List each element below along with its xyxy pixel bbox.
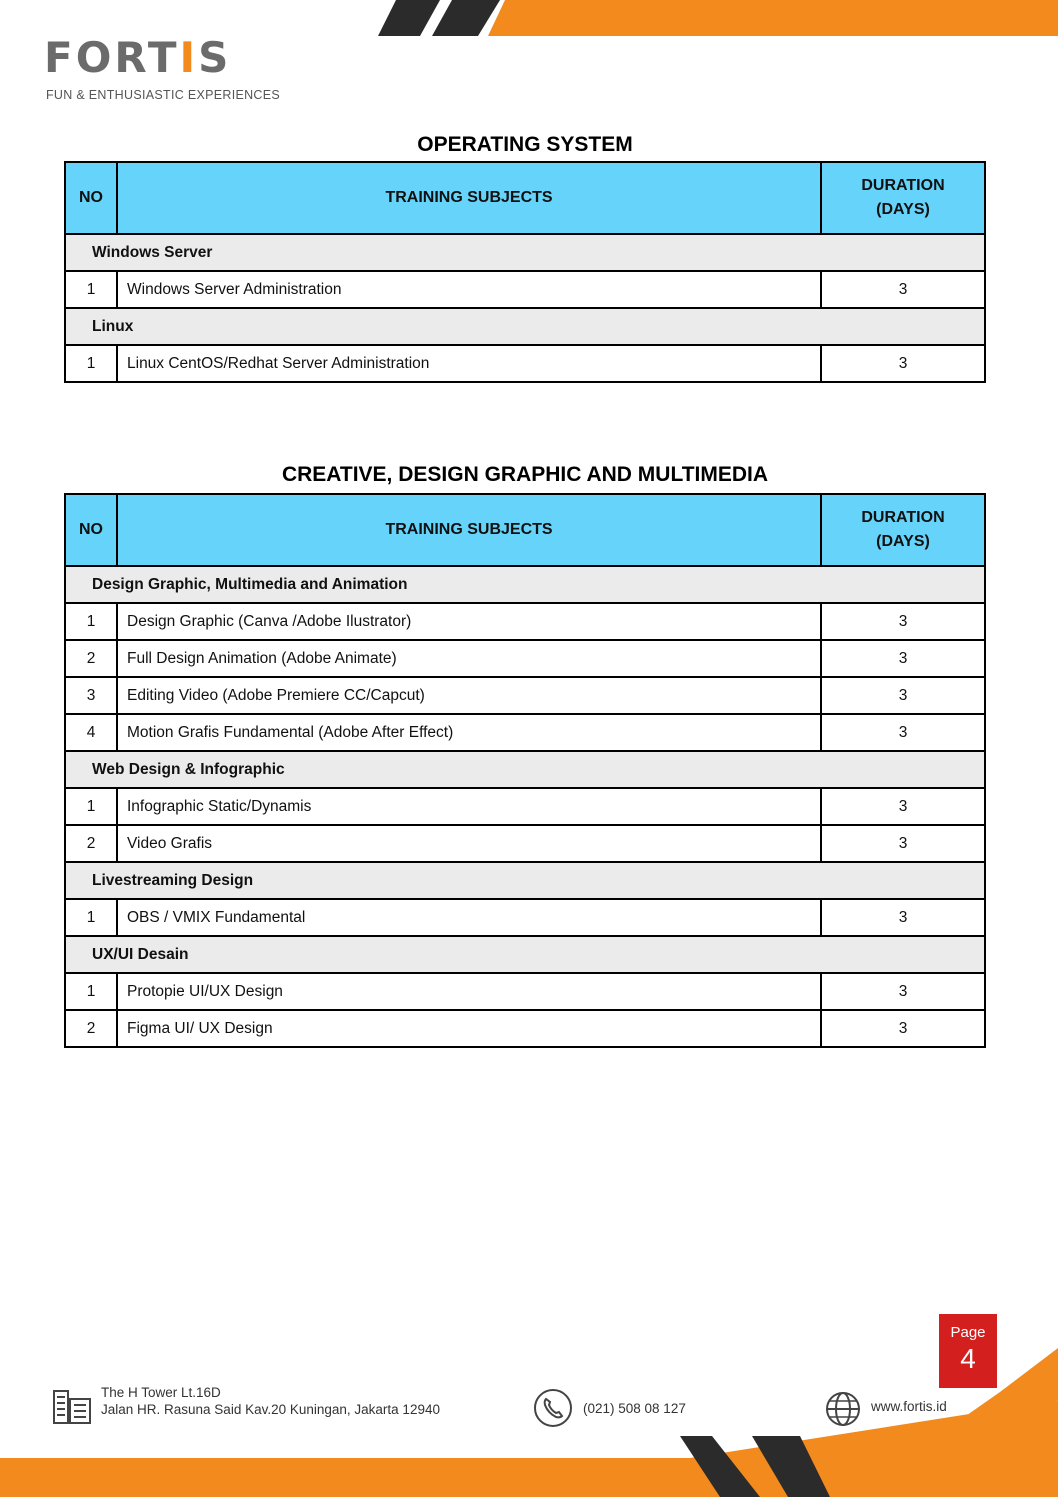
page-number: 4 (960, 1343, 976, 1374)
row-duration: 3 (821, 640, 985, 677)
row-subject: Figma UI/ UX Design (117, 1010, 821, 1047)
table-row (65, 899, 985, 936)
row-number: 1 (65, 973, 117, 1010)
row-subject: OBS / VMIX Fundamental (117, 899, 821, 936)
row-subject: Protopie UI/UX Design (117, 973, 821, 1010)
row-duration: 3 (821, 345, 985, 382)
header-training-subjects: TRAINING SUBJECTS (117, 162, 821, 234)
phone-icon (532, 1387, 574, 1429)
footer-website: www.fortis.id (871, 1399, 947, 1414)
logo-wordmark: FORTIS (44, 33, 232, 82)
category-row (65, 234, 985, 271)
address-line-1: The H Tower Lt.16D (101, 1385, 221, 1400)
building-icon (52, 1385, 94, 1425)
row-number: 1 (65, 899, 117, 936)
row-subject: Windows Server Administration (117, 271, 821, 308)
row-duration: 3 (821, 899, 985, 936)
fortis-logo (44, 34, 284, 108)
row-number: 3 (65, 677, 117, 714)
row-duration: 3 (821, 677, 985, 714)
bottom-decoration (0, 1340, 1058, 1497)
row-number: 4 (65, 714, 117, 751)
category-label: Livestreaming Design (65, 862, 985, 899)
row-number: 1 (65, 603, 117, 640)
section-title-creative-design: CREATIVE, DESIGN GRAPHIC AND MULTIMEDIA (281, 463, 769, 486)
category-label: Web Design & Infographic (65, 751, 985, 788)
table-row (65, 714, 985, 751)
header-duration: DURATION (DAYS) (821, 162, 985, 234)
row-duration: 3 (821, 603, 985, 640)
table-creative-design (64, 493, 986, 1048)
page-number-badge (939, 1314, 997, 1388)
row-subject: Editing Video (Adobe Premiere CC/Capcut) (117, 677, 821, 714)
category-row (65, 751, 985, 788)
table-operating-system (64, 161, 986, 383)
section-title-operating-system: OPERATING SYSTEM (417, 133, 633, 156)
page-label: Page (950, 1324, 986, 1341)
table-row (65, 271, 985, 308)
logo-tagline: FUN & ENTHUSIASTIC EXPERIENCES (46, 88, 281, 102)
table-header (65, 162, 985, 234)
row-subject: Motion Grafis Fundamental (Adobe After Effect) (117, 714, 821, 751)
row-subject: Video Grafis (117, 825, 821, 862)
row-number: 1 (65, 788, 117, 825)
row-number: 2 (65, 825, 117, 862)
row-number: 2 (65, 1010, 117, 1047)
category-label: Design Graphic, Multimedia and Animation (65, 566, 985, 603)
row-subject: Linux CentOS/Redhat Server Administration (117, 345, 821, 382)
table-row (65, 825, 985, 862)
table-row (65, 788, 985, 825)
header-duration: DURATION (DAYS) (821, 494, 985, 566)
row-duration: 3 (821, 788, 985, 825)
table-row (65, 973, 985, 1010)
category-label: UX/UI Desain (65, 936, 985, 973)
category-row (65, 566, 985, 603)
table-row (65, 1010, 985, 1047)
category-label: Linux (65, 308, 985, 345)
row-number: 1 (65, 271, 117, 308)
row-duration: 3 (821, 714, 985, 751)
logo-person-mark: I (179, 33, 199, 82)
header-no: NO (65, 162, 117, 234)
table-row (65, 640, 985, 677)
row-number: 1 (65, 345, 117, 382)
footer-phone: (021) 508 08 127 (583, 1401, 686, 1416)
header-training-subjects: TRAINING SUBJECTS (117, 494, 821, 566)
footer-address (101, 1384, 440, 1418)
row-duration: 3 (821, 825, 985, 862)
row-duration: 3 (821, 973, 985, 1010)
table-header (65, 494, 985, 566)
row-duration: 3 (821, 1010, 985, 1047)
globe-icon (824, 1390, 862, 1428)
category-row (65, 862, 985, 899)
address-line-2: Jalan HR. Rasuna Said Kav.20 Kuningan, Jakarta 12940 (101, 1402, 440, 1417)
row-number: 2 (65, 640, 117, 677)
row-subject: Infographic Static/Dynamis (117, 788, 821, 825)
table-row (65, 677, 985, 714)
row-subject: Design Graphic (Canva /Adobe Ilustrator) (117, 603, 821, 640)
row-subject: Full Design Animation (Adobe Animate) (117, 640, 821, 677)
row-duration: 3 (821, 271, 985, 308)
header-no: NO (65, 494, 117, 566)
category-label: Windows Server (65, 234, 985, 271)
category-row (65, 936, 985, 973)
table-row (65, 603, 985, 640)
table-row (65, 345, 985, 382)
category-row (65, 308, 985, 345)
